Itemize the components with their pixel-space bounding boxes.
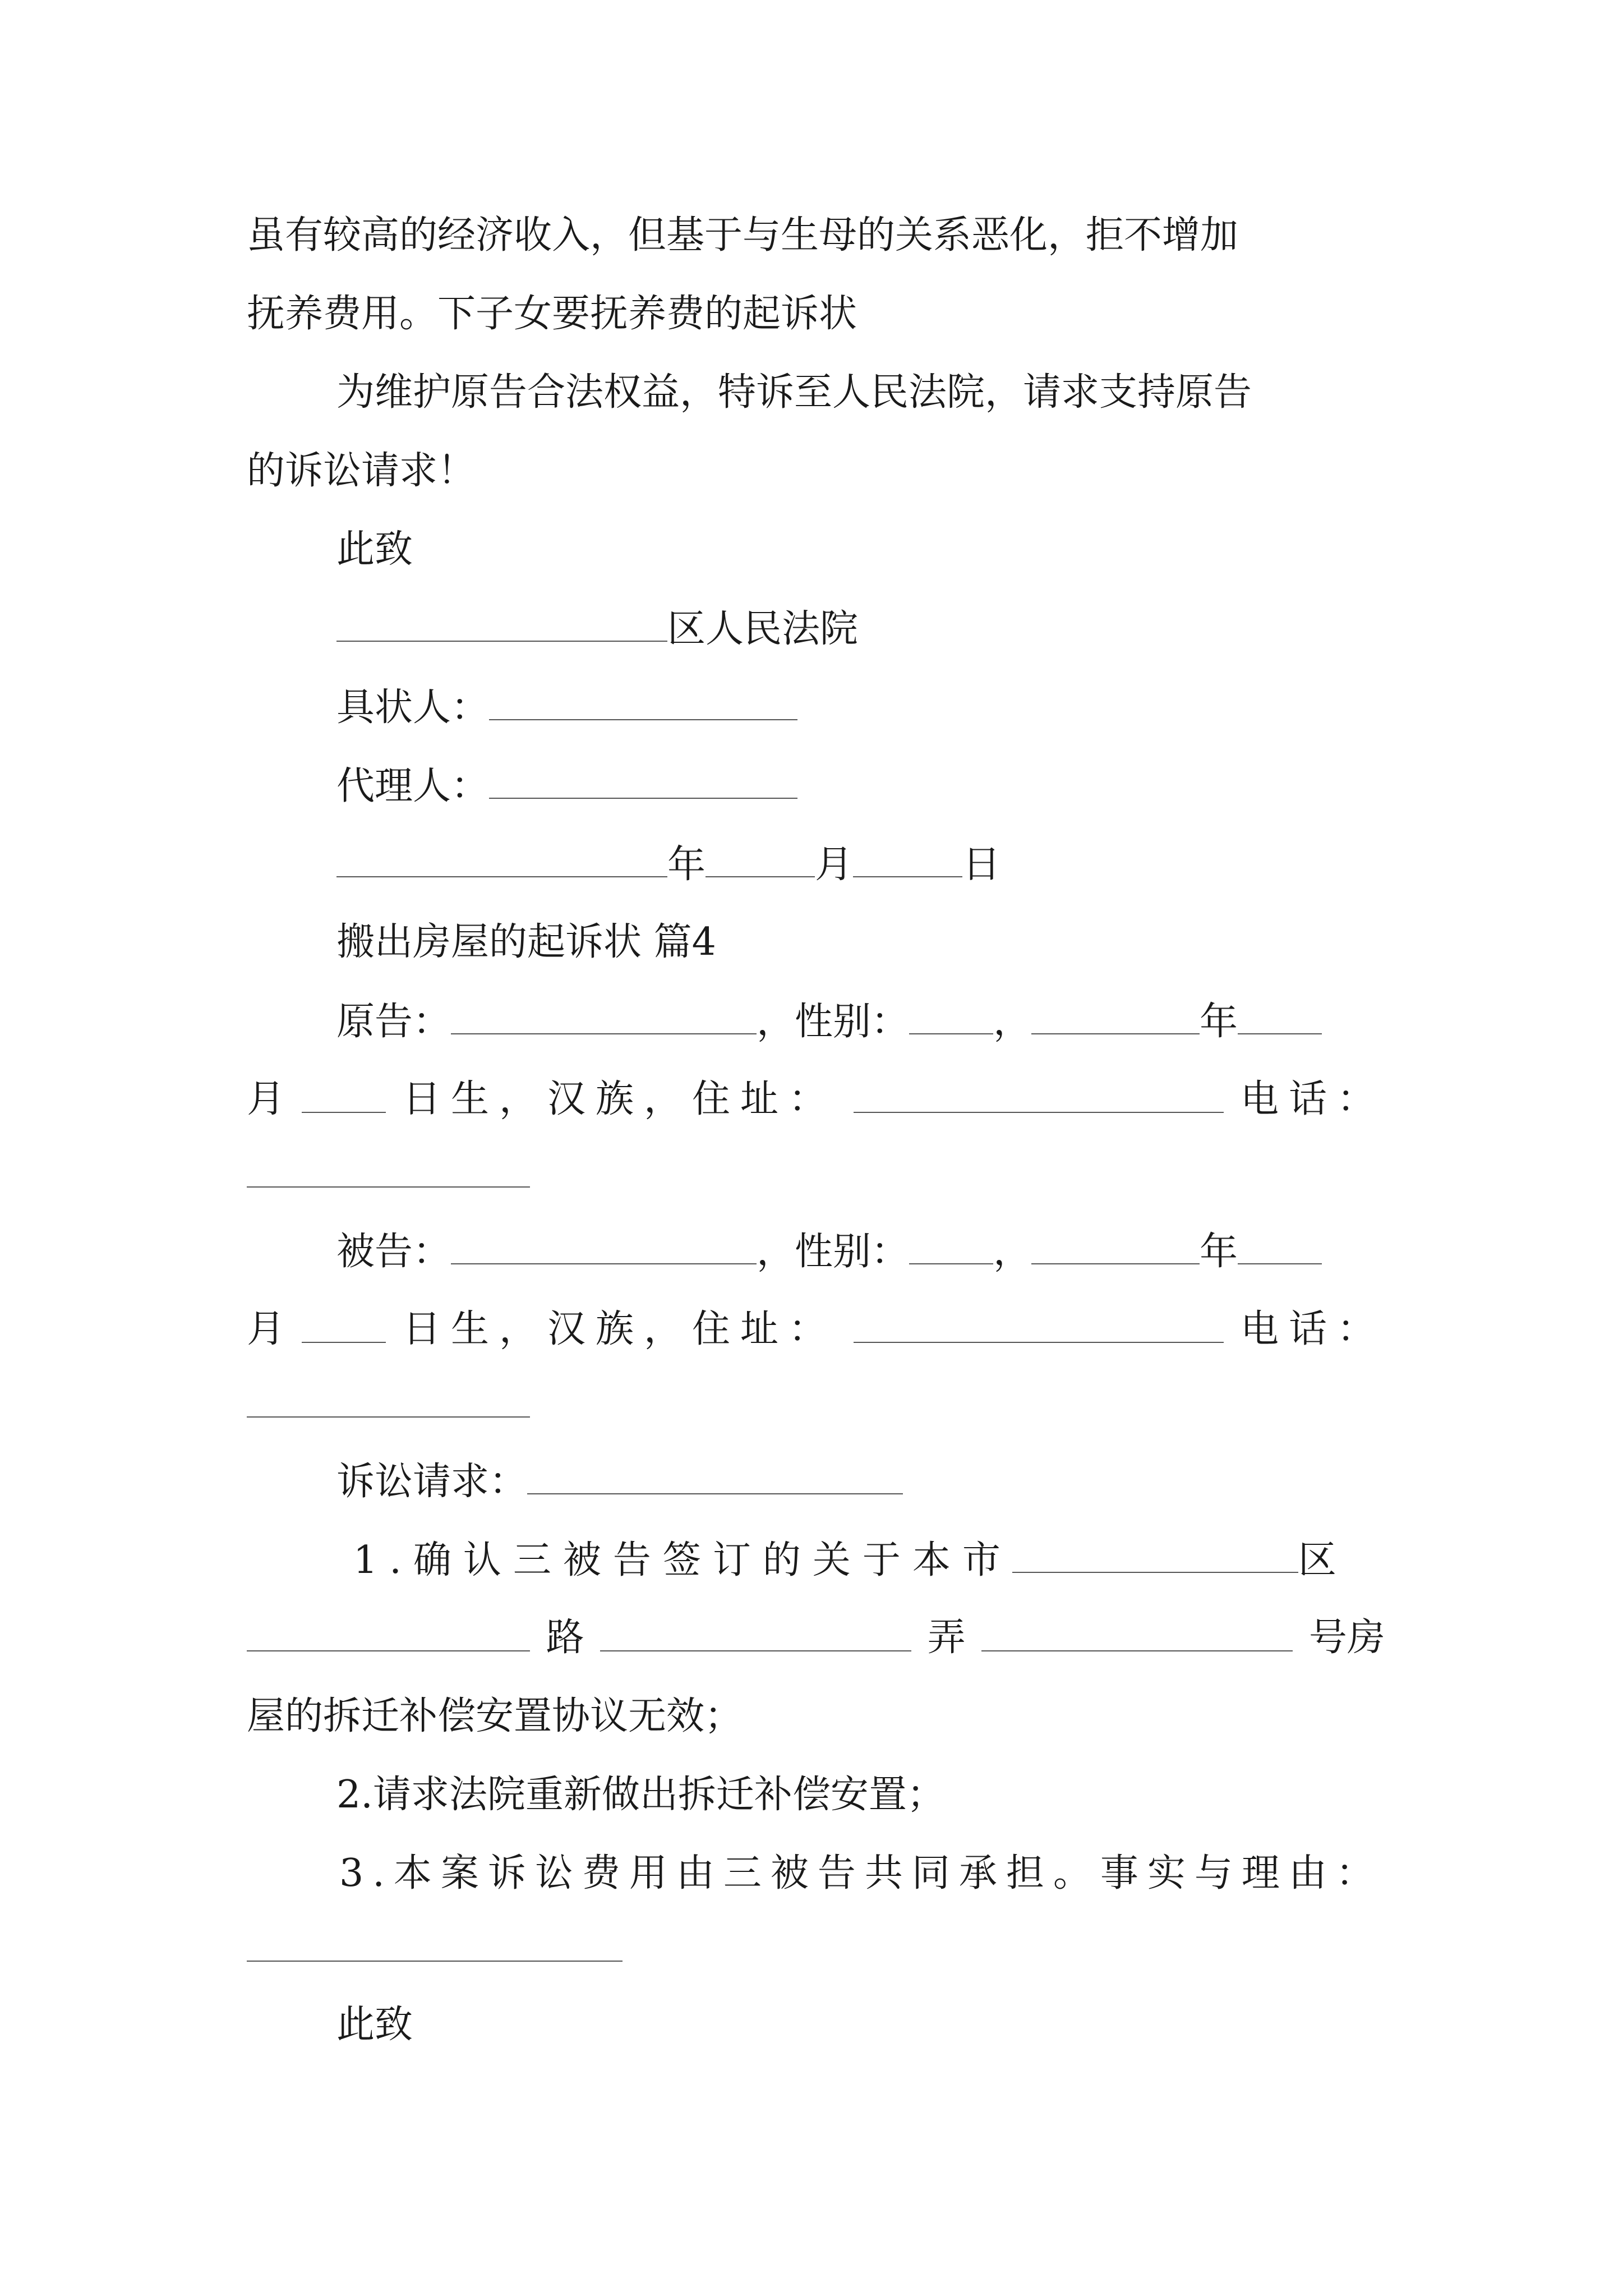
defendant-line: [336, 1228, 1322, 1274]
court-suffix: 区人民法院: [667, 607, 859, 651]
claim-2-line: 2.请求法院重新做出拆迁补偿安置；: [336, 1773, 945, 1817]
claim-1-line-3: 屋的拆迁补偿安置协议无效；: [247, 1694, 743, 1738]
salutation: 此致: [336, 527, 413, 572]
gender-blank[interactable]: [909, 1228, 993, 1264]
birth-day-blank[interactable]: [302, 1077, 386, 1113]
birth-year-blank[interactable]: [1031, 1228, 1200, 1264]
gender-blank[interactable]: [909, 999, 993, 1034]
month-blank[interactable]: [706, 841, 815, 877]
address-label: 日生，汉族，住址：: [402, 1307, 837, 1351]
defendant-name-blank[interactable]: [451, 1228, 757, 1264]
district-label: 区: [1298, 1538, 1336, 1582]
birth-day-blank[interactable]: [302, 1307, 386, 1343]
comma: ，: [993, 1230, 1032, 1274]
birth-year-blank[interactable]: [1031, 999, 1200, 1034]
agent-blank[interactable]: [489, 763, 797, 799]
closing-salutation: 此致: [336, 2003, 413, 2047]
section-title: 搬出房屋的起诉状 篇4: [336, 920, 716, 964]
phone-label: 电话：: [1240, 1307, 1385, 1351]
claims-line: [336, 1458, 903, 1504]
signer-blank[interactable]: [489, 684, 797, 720]
year-label: 年: [1200, 1000, 1238, 1044]
house-number-label: 号房: [1308, 1616, 1385, 1660]
gender-label: ，性别：: [757, 1230, 910, 1274]
address-label: 日生，汉族，住址：: [402, 1077, 837, 1121]
year-blank[interactable]: [336, 841, 667, 877]
year-label: 年: [667, 843, 706, 887]
year-label: 年: [1200, 1230, 1238, 1274]
court-line: [336, 606, 858, 652]
signer-line: [336, 684, 797, 730]
lane-blank[interactable]: [981, 1616, 1293, 1651]
plaintiff-name-blank[interactable]: [451, 999, 757, 1034]
defendant-line-2: [247, 1307, 1385, 1352]
defendant-phone-blank[interactable]: [247, 1416, 530, 1418]
paragraph-line: 的诉讼请求！: [247, 449, 476, 493]
plaintiff-line-2: [247, 1077, 1385, 1122]
birth-month-blank[interactable]: [1238, 1228, 1322, 1264]
lane-label: 弄: [927, 1616, 966, 1660]
plaintiff-label: 原告：: [336, 1000, 451, 1044]
month-label: 月: [247, 1077, 285, 1121]
plaintiff-phone-blank[interactable]: [247, 1186, 530, 1188]
paragraph-line: 虽有较高的经济收入，但基于与生母的关系恶化，拒不增加: [247, 213, 1239, 257]
road-label: 路: [546, 1616, 584, 1660]
court-name-blank[interactable]: [336, 606, 667, 642]
month-label: 月: [815, 843, 854, 887]
facts-reasons-blank[interactable]: [247, 1961, 623, 1962]
road-blank[interactable]: [600, 1616, 911, 1651]
paragraph-line: 为维护原告合法权益，特诉至人民法院，请求支持原告: [336, 370, 1252, 415]
agent-label: 代理人：: [336, 764, 490, 808]
defendant-label: 被告：: [336, 1230, 451, 1274]
claim-3-line: 3.本案诉讼费用由三被告共同承担。事实与理由：: [339, 1851, 1383, 1895]
agent-line: [336, 763, 797, 809]
claims-blank[interactable]: [527, 1458, 903, 1494]
comma: ，: [993, 1000, 1032, 1044]
phone-label: 电话：: [1240, 1077, 1385, 1121]
birth-month-blank[interactable]: [1238, 999, 1322, 1034]
plaintiff-line: [336, 999, 1322, 1045]
claim-1-line: [353, 1537, 1336, 1583]
date-line: [336, 841, 1000, 887]
address-blank[interactable]: [854, 1307, 1224, 1343]
day-blank[interactable]: [853, 841, 962, 877]
paragraph-line: 抚养费用。下子女要抚养费的起诉状: [247, 292, 857, 336]
claim-1-line-2: [247, 1616, 1385, 1660]
signer-label: 具状人：: [336, 685, 490, 730]
street-prefix-blank[interactable]: [247, 1616, 530, 1651]
district-blank[interactable]: [1012, 1537, 1298, 1573]
address-blank[interactable]: [854, 1077, 1224, 1113]
day-label: 日: [962, 843, 1001, 887]
claims-label: 诉讼请求：: [336, 1460, 528, 1504]
gender-label: ，性别：: [757, 1000, 910, 1044]
month-label: 月: [247, 1307, 285, 1351]
claim-1-text: 1.确认三被告签订的关于本市: [353, 1538, 1012, 1582]
